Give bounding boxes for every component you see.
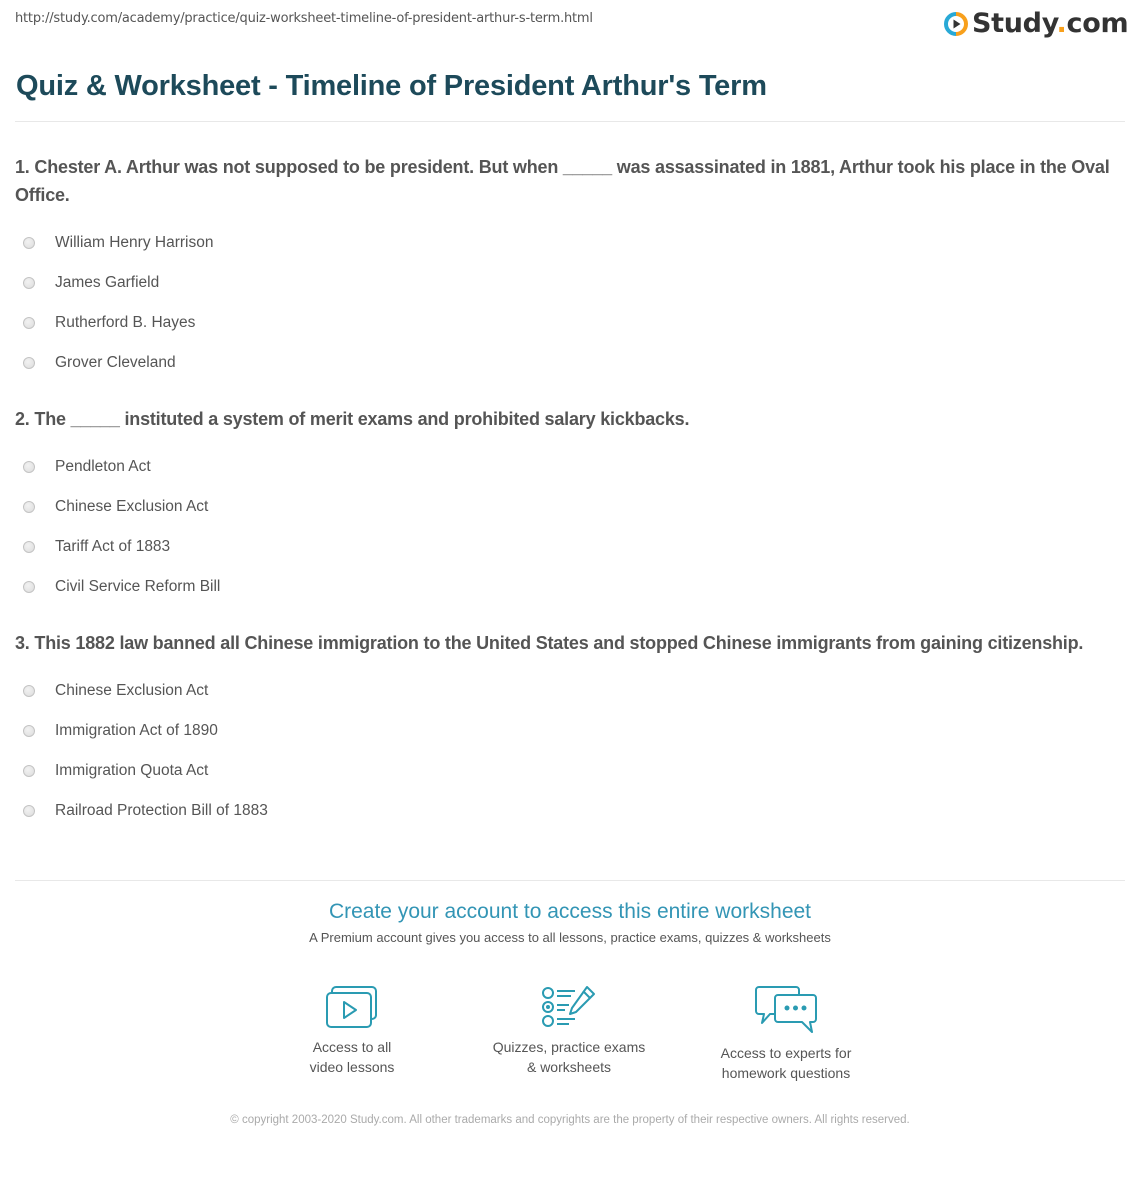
answer-options xyxy=(15,447,1125,607)
radio-icon[interactable] xyxy=(23,541,35,553)
study-com-logo[interactable] xyxy=(944,8,1128,40)
create-account-link[interactable]: Create your account to access this entire worksheet xyxy=(328,900,812,923)
radio-icon[interactable] xyxy=(23,501,35,513)
answer-option[interactable]: Rutherford B. Hayes xyxy=(15,303,1125,343)
radio-icon[interactable] xyxy=(23,461,35,473)
radio-icon[interactable] xyxy=(23,581,35,593)
radio-icon[interactable] xyxy=(23,685,35,697)
question-1 xyxy=(15,153,1125,383)
radio-icon[interactable] xyxy=(23,765,35,777)
radio-icon[interactable] xyxy=(23,357,35,369)
radio-icon[interactable] xyxy=(23,317,35,329)
question-3 xyxy=(15,629,1125,831)
question-2 xyxy=(15,405,1125,607)
answer-option[interactable]: Grover Cleveland xyxy=(15,343,1125,383)
feature-label: Access to experts for homework questions xyxy=(720,1045,852,1081)
copyright-footer: © copyright 2003-2020 Study.com. All other trademarks and copyrights are the property of their respective owners. All rights reserved. xyxy=(230,1114,910,1126)
quiz-checklist-icon xyxy=(541,985,597,1029)
answer-option[interactable]: James Garfield xyxy=(15,263,1125,303)
answer-option[interactable]: Immigration Quota Act xyxy=(15,751,1125,791)
answer-options xyxy=(15,223,1125,383)
logo-text: Study.com xyxy=(972,8,1129,39)
answer-option[interactable]: William Henry Harrison xyxy=(15,223,1125,263)
title-divider xyxy=(15,121,1125,122)
signup-cta xyxy=(0,900,1140,945)
answer-option[interactable]: Chinese Exclusion Act xyxy=(15,487,1125,527)
answer-option[interactable]: Tariff Act of 1883 xyxy=(15,527,1125,567)
radio-icon[interactable] xyxy=(23,237,35,249)
feature-label: Access to all video lessons xyxy=(309,1039,395,1075)
page-title: Quiz & Worksheet - Timeline of President Arthur's Term xyxy=(16,70,767,102)
question-text: 3. This 1882 law banned all Chinese immigration to the United States and stopped Chinese immigrants from gaining citizenship. xyxy=(15,633,1084,653)
page-url: http://study.com/academy/practice/quiz-worksheet-timeline-of-president-arthur-s-term.html xyxy=(15,11,593,26)
feature-label: Quizzes, practice exams & worksheets xyxy=(492,1039,646,1075)
feature-video-lessons xyxy=(252,985,452,1077)
play-logo-icon xyxy=(944,12,968,36)
radio-icon[interactable] xyxy=(23,277,35,289)
video-lessons-icon xyxy=(326,985,378,1029)
answer-option[interactable]: Civil Service Reform Bill xyxy=(15,567,1125,607)
answer-options xyxy=(15,671,1125,831)
feature-quizzes xyxy=(469,985,669,1077)
answer-option[interactable]: Pendleton Act xyxy=(15,447,1125,487)
feature-experts xyxy=(686,985,886,1083)
question-text: 1. Chester A. Arthur was not supposed to be president. But when _____ was assassinated in 1881, Arthur took his place in the Oval Office. xyxy=(15,157,1110,205)
answer-option[interactable]: Chinese Exclusion Act xyxy=(15,671,1125,711)
cta-subtitle: A Premium account gives you access to all lessons, practice exams, quizzes & worksheets xyxy=(309,930,831,945)
answer-option[interactable]: Railroad Protection Bill of 1883 xyxy=(15,791,1125,831)
radio-icon[interactable] xyxy=(23,725,35,737)
radio-icon[interactable] xyxy=(23,805,35,817)
chat-bubbles-icon xyxy=(754,985,818,1035)
question-text: 2. The _____ instituted a system of merit exams and prohibited salary kickbacks. xyxy=(15,409,690,429)
answer-option[interactable]: Immigration Act of 1890 xyxy=(15,711,1125,751)
content-divider xyxy=(15,880,1125,881)
